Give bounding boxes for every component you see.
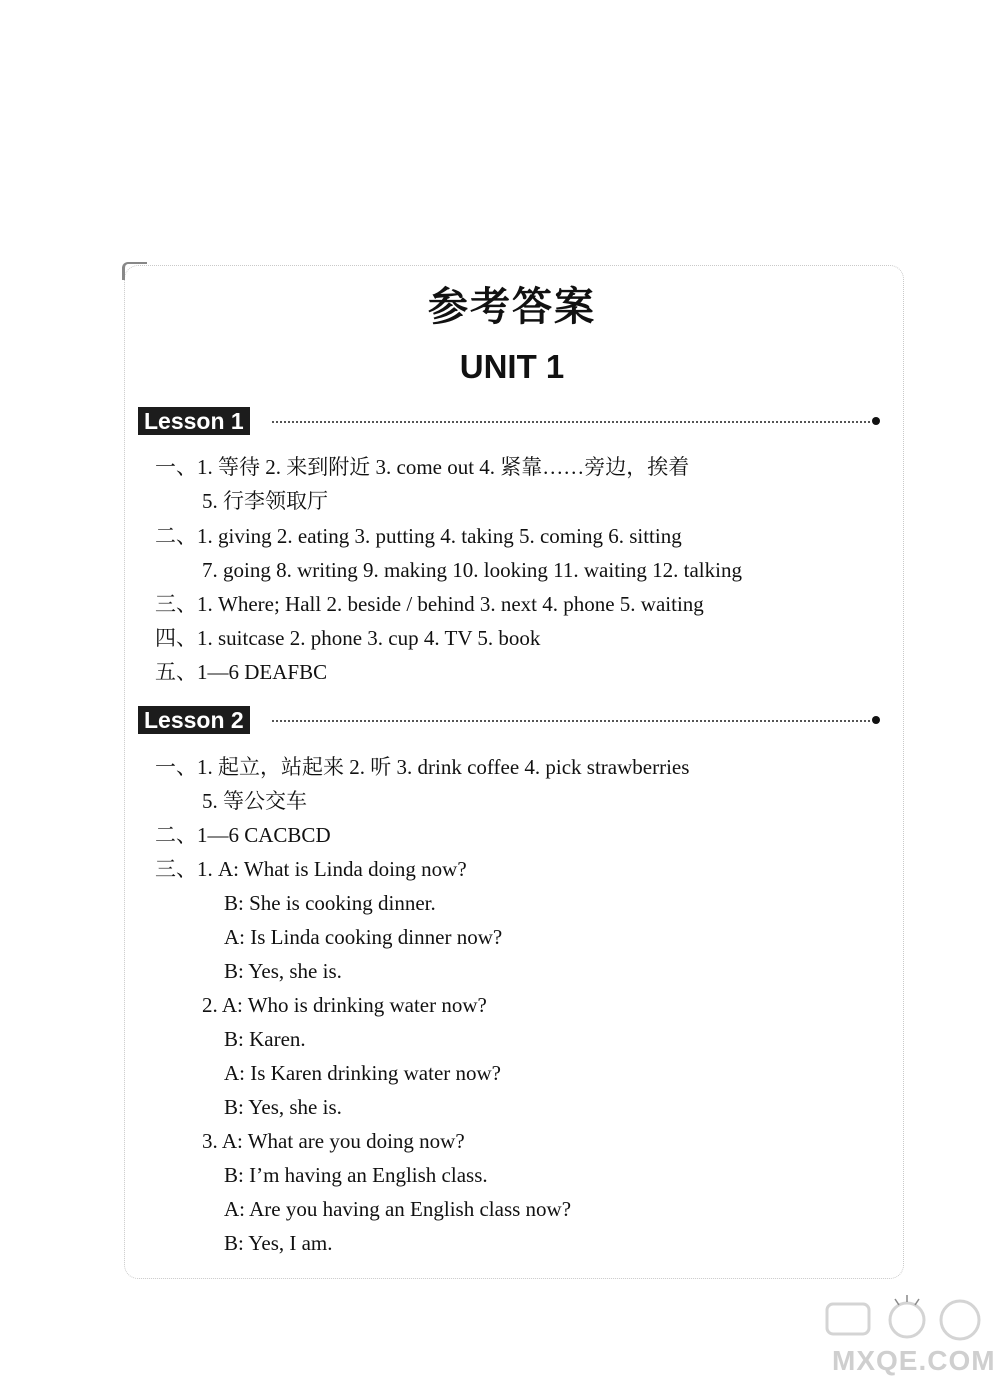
answer-line: 3. A: What are you doing now? (202, 1129, 465, 1153)
answer-line: 二、1. giving 2. eating 3. putting 4. taking 5. coming 6. sitting (155, 524, 682, 548)
answer-line: B: Karen. (224, 1027, 306, 1051)
answer-line: 五、1—6 DEAFBC (155, 660, 328, 684)
answer-line: B: Yes, I am. (224, 1231, 333, 1255)
answer-line: A: Is Karen drinking water now? (224, 1061, 501, 1085)
answer-line: 三、1. Where; Hall 2. beside / behind 3. next 4. phone 5. waiting (155, 592, 704, 616)
answer-line: A: Are you having an English class now? (224, 1197, 572, 1221)
answer-line: 四、1. suitcase 2. phone 3. cup 4. TV 5. book (155, 626, 541, 650)
lesson-2-label: Lesson 2 (138, 706, 250, 734)
answer-line: 5. 等公交车 (202, 789, 307, 813)
lesson-1-header (138, 407, 880, 437)
answer-line: 5. 行李领取厅 (202, 489, 328, 513)
answer-line: 三、1. A: What is Linda doing now? (155, 857, 467, 881)
unit-title: UNIT 1 (459, 348, 565, 385)
dotted-divider (272, 720, 870, 722)
page-title: 参考答案 (428, 284, 596, 330)
answer-line: B: She is cooking dinner. (224, 891, 436, 915)
answer-line: A: Is Linda cooking dinner now? (224, 925, 503, 949)
answer-line: 2. A: Who is drinking water now? (202, 993, 487, 1017)
dotted-divider (272, 421, 870, 423)
divider-end-dot (872, 417, 880, 425)
answer-line: B: I’m having an English class. (224, 1163, 488, 1187)
lesson-2-header (138, 706, 880, 736)
lesson-1-label: Lesson 1 (138, 407, 250, 435)
answer-line: 二、1—6 CACBCD (155, 823, 331, 847)
answer-line: B: Yes, she is. (224, 1095, 342, 1119)
answer-line: 一、1. 起立，站起来 2. 听 3. drink coffee 4. pick strawberries (155, 755, 690, 779)
answer-line: 一、1. 等待 2. 来到附近 3. come out 4. 紧靠……旁边，挨着 (155, 455, 690, 479)
answer-line: 7. going 8. writing 9. making 10. looking 11. waiting 12. talking (202, 558, 742, 582)
answer-line: B: Yes, she is. (224, 959, 342, 983)
divider-end-dot (872, 716, 880, 724)
watermark-text: MXQE.COM (832, 1345, 996, 1376)
